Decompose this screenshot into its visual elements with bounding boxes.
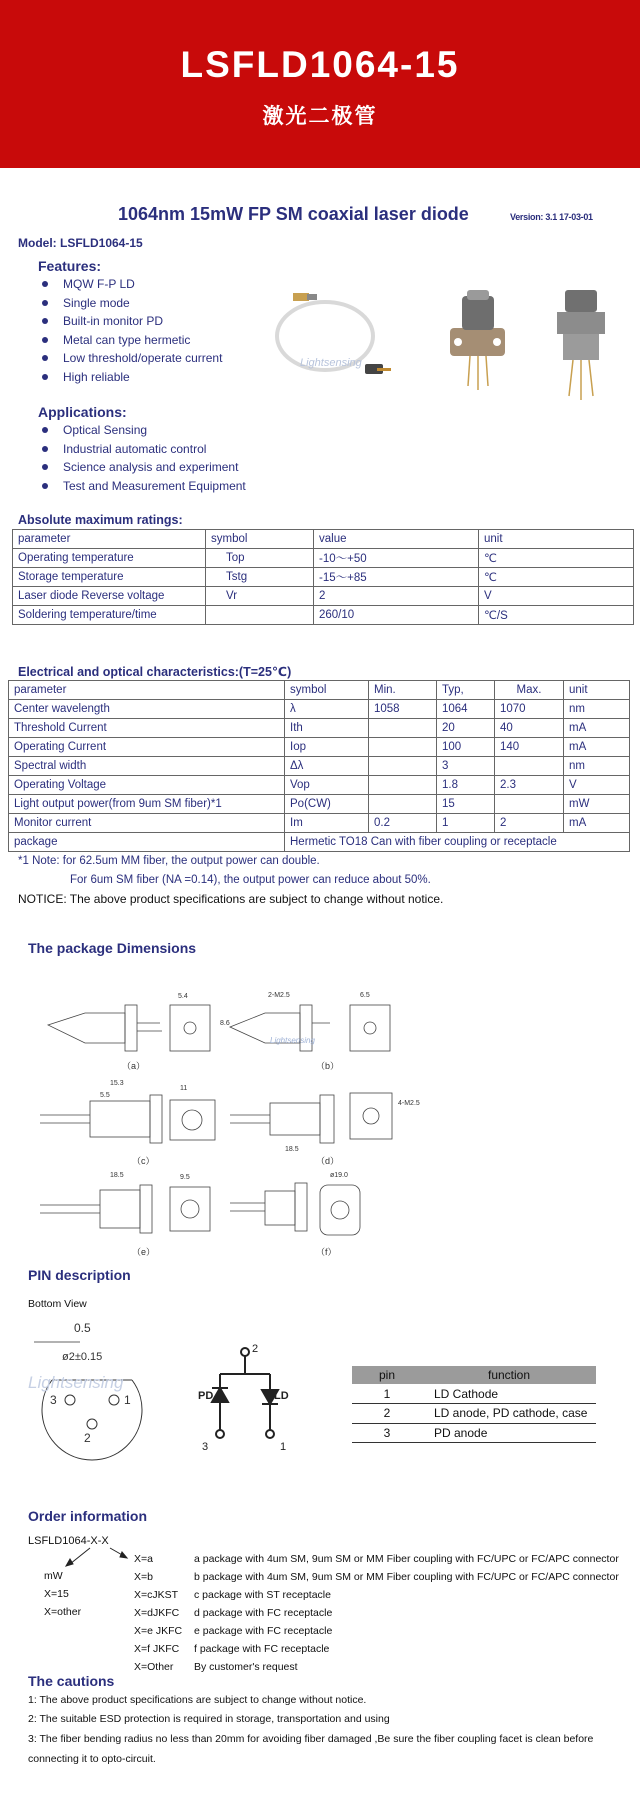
pin-heading: PIN description xyxy=(28,1267,131,1283)
drawing-f xyxy=(230,1172,360,1257)
order-heading: Order information xyxy=(28,1508,148,1524)
svg-text:15.3: 15.3 xyxy=(110,1080,124,1087)
table-row xyxy=(9,700,630,719)
table-cell: -15～+85 xyxy=(314,568,479,587)
document-title: 1064nm 15mW FP SM coaxial laser diode xyxy=(118,204,469,224)
table-cell: V xyxy=(564,776,630,795)
svg-text:0.5: 0.5 xyxy=(74,1321,91,1335)
footnote: *1 Note: for 62.5um MM fiber, the output power can double. xyxy=(18,855,320,867)
footnote: For 6um SM fiber (NA =0.14), the output power can reduce about 50%. xyxy=(70,874,431,886)
drawing-a xyxy=(48,993,230,1071)
table-cell: LD Cathode xyxy=(422,1384,596,1404)
table-cell: 2 xyxy=(495,814,564,833)
table-cell: Operating Current xyxy=(9,738,285,757)
table-row xyxy=(9,757,630,776)
caution-item: 3: The fiber bending radius no less than 20mm for avoiding fiber damaged ,Be sure the fiber coupling facet is clean before xyxy=(28,1733,594,1745)
table-cell: Storage temperature xyxy=(13,568,206,587)
column-header: parameter xyxy=(13,530,206,549)
svg-text:（b）: （b） xyxy=(316,1061,340,1071)
watermark: Lightsensing xyxy=(300,357,362,369)
table-cell: 1064 xyxy=(437,700,495,719)
table-cell: Light output power(from 9um SM fiber)*1 xyxy=(9,795,285,814)
table-cell xyxy=(369,776,437,795)
abs-ratings-table xyxy=(12,529,634,625)
table-cell: 40 xyxy=(495,719,564,738)
svg-text:2: 2 xyxy=(252,1343,259,1355)
drawing-d xyxy=(230,1093,420,1166)
table-cell: Ith xyxy=(285,719,369,738)
table-row xyxy=(13,587,634,606)
caution-item: 1: The above product specifications are subject to change without notice. xyxy=(28,1694,367,1706)
table-row xyxy=(13,549,634,568)
order-option-row: X=e JKFC e package with FC receptacle xyxy=(134,1625,333,1637)
package-dimension-drawings xyxy=(30,965,450,1265)
eo-chars-table xyxy=(8,680,630,852)
svg-text:18.5: 18.5 xyxy=(285,1146,299,1153)
pigtail-laser-image xyxy=(277,293,391,374)
table-cell: 3 xyxy=(437,757,495,776)
column-header: parameter xyxy=(9,681,285,700)
title-banner xyxy=(0,0,640,168)
table-cell: nm xyxy=(564,757,630,776)
list-item: Metal can type hermetic xyxy=(38,331,222,350)
model-label: Model: LSFLD1064-15 xyxy=(18,236,143,250)
list-item: High reliable xyxy=(38,368,222,387)
svg-text:Lightsensing: Lightsensing xyxy=(28,1373,124,1392)
order-arrows xyxy=(60,1546,130,1570)
table-cell: 260/10 xyxy=(314,606,479,625)
table-cell: Operating temperature xyxy=(13,549,206,568)
eo-chars-heading: Electrical and optical characteristics:(T=25℃) xyxy=(18,665,292,679)
column-header: Min. xyxy=(369,681,437,700)
table-cell: 1 xyxy=(437,814,495,833)
table-row xyxy=(13,606,634,625)
table-cell: 2 xyxy=(352,1404,422,1424)
order-left-option: X=15 xyxy=(44,1588,69,1600)
order-option-row: X=b b package with 4um SM, 9um SM or MM Fiber coupling with FC/UPC or FC/APC connector xyxy=(134,1571,619,1583)
table-cell: LD anode, PD cathode, case xyxy=(422,1404,596,1424)
table-header-row xyxy=(9,681,630,700)
caution-item: connecting it to opto-circuit. xyxy=(28,1753,156,1765)
table-header-row xyxy=(352,1366,596,1384)
svg-text:1: 1 xyxy=(280,1441,287,1453)
table-row xyxy=(9,738,630,757)
table-cell: Top xyxy=(206,549,314,568)
svg-text:9.5: 9.5 xyxy=(180,1174,190,1181)
svg-text:1: 1 xyxy=(124,1393,131,1407)
table-cell: package xyxy=(9,833,285,852)
table-cell: 20 xyxy=(437,719,495,738)
table-cell: Threshold Current xyxy=(9,719,285,738)
column-header: function xyxy=(422,1366,596,1384)
order-left-option: X=other xyxy=(44,1606,82,1618)
list-item: Built-in monitor PD xyxy=(38,312,222,331)
table-cell: 1070 xyxy=(495,700,564,719)
table-cell xyxy=(495,795,564,814)
pin-bottom-view-drawing xyxy=(20,1318,170,1468)
pin-table xyxy=(352,1366,596,1443)
order-option-row: X=a a package with 4um SM, 9um SM or MM Fiber coupling with FC/UPC or FC/APC connector xyxy=(134,1553,619,1565)
table-cell xyxy=(369,757,437,776)
list-item: Industrial automatic control xyxy=(38,440,246,459)
table-row xyxy=(9,814,630,833)
svg-text:8.6: 8.6 xyxy=(220,1020,230,1027)
dimensions-heading: The package Dimensions xyxy=(28,940,197,956)
column-header: unit xyxy=(479,530,634,549)
svg-text:2: 2 xyxy=(84,1431,91,1445)
table-cell: Iop xyxy=(285,738,369,757)
svg-text:3: 3 xyxy=(202,1441,209,1453)
table-cell: mA xyxy=(564,814,630,833)
table-cell: Po(CW) xyxy=(285,795,369,814)
order-left-option: mW xyxy=(44,1570,63,1582)
list-item: Science analysis and experiment xyxy=(38,458,246,477)
order-option-row: X=cJKST c package with ST receptacle xyxy=(134,1589,331,1601)
table-cell: Δλ xyxy=(285,757,369,776)
list-item: Test and Measurement Equipment xyxy=(38,477,246,496)
column-header: symbol xyxy=(285,681,369,700)
applications-list xyxy=(38,421,246,495)
order-option-row: X=dJKFC d package with FC receptacle xyxy=(134,1607,333,1619)
table-cell: ℃ xyxy=(479,568,634,587)
table-cell: V xyxy=(479,587,634,606)
table-cell: 3 xyxy=(352,1423,422,1443)
product-title: LSFLD1064-15 xyxy=(180,44,460,85)
flange-laser-image xyxy=(450,290,505,390)
table-cell xyxy=(206,606,314,625)
table-cell xyxy=(369,795,437,814)
table-cell: Hermetic TO18 Can with fiber coupling or receptacle xyxy=(285,833,630,852)
table-cell: 100 xyxy=(437,738,495,757)
table-row xyxy=(9,833,630,852)
svg-text:（c）: （c） xyxy=(132,1156,155,1166)
order-option-row: X=Other By customer's request xyxy=(134,1661,298,1673)
table-cell: λ xyxy=(285,700,369,719)
svg-text:Lightsensing: Lightsensing xyxy=(270,1036,315,1045)
features-list xyxy=(38,275,222,386)
features-heading: Features: xyxy=(38,258,102,274)
drawing-b xyxy=(230,992,390,1071)
svg-text:6.5: 6.5 xyxy=(360,992,370,999)
table-cell xyxy=(369,719,437,738)
table-row xyxy=(352,1423,596,1443)
table-cell xyxy=(495,757,564,776)
table-cell: nm xyxy=(564,700,630,719)
table-cell: Im xyxy=(285,814,369,833)
table-cell: 2 xyxy=(314,587,479,606)
list-item: Low threshold/operate current xyxy=(38,349,222,368)
table-cell: Laser diode Reverse voltage xyxy=(13,587,206,606)
column-header: value xyxy=(314,530,479,549)
table-cell: Vr xyxy=(206,587,314,606)
table-cell: ℃ xyxy=(479,549,634,568)
bottom-view-label: Bottom View xyxy=(28,1298,87,1310)
svg-text:PD: PD xyxy=(198,1390,214,1402)
table-row xyxy=(9,719,630,738)
list-item: MQW F-P LD xyxy=(38,275,222,294)
column-header: unit xyxy=(564,681,630,700)
table-cell: PD anode xyxy=(422,1423,596,1443)
table-cell: ℃/S xyxy=(479,606,634,625)
applications-heading: Applications: xyxy=(38,404,127,420)
notice: NOTICE: The above product specifications are subject to change without notice. xyxy=(18,892,444,906)
table-cell: Center wavelength xyxy=(9,700,285,719)
table-cell xyxy=(369,738,437,757)
svg-text:ø19.0: ø19.0 xyxy=(330,1172,348,1179)
svg-text:（f）: （f） xyxy=(316,1247,337,1257)
table-cell: 1058 xyxy=(369,700,437,719)
table-cell: 140 xyxy=(495,738,564,757)
svg-text:（a）: （a） xyxy=(122,1061,146,1071)
pin-schematic xyxy=(190,1340,300,1460)
drawing-c xyxy=(40,1080,215,1166)
order-option-row: X=f JKFC f package with FC receptacle xyxy=(134,1643,330,1655)
table-cell: mA xyxy=(564,738,630,757)
receptacle-laser-image xyxy=(557,290,605,400)
svg-text:5.5: 5.5 xyxy=(100,1092,110,1099)
table-cell: 1 xyxy=(352,1384,422,1404)
svg-text:3: 3 xyxy=(50,1393,57,1407)
svg-text:（d）: （d） xyxy=(316,1156,340,1166)
svg-text:（e）: （e） xyxy=(132,1247,156,1257)
svg-text:5.4: 5.4 xyxy=(178,993,188,1000)
table-cell: Soldering temperature/time xyxy=(13,606,206,625)
table-cell: 0.2 xyxy=(369,814,437,833)
abs-ratings-heading: Absolute maximum ratings: xyxy=(18,513,183,527)
svg-text:LD: LD xyxy=(274,1390,289,1402)
svg-text:ø2±0.15: ø2±0.15 xyxy=(62,1351,103,1363)
table-row xyxy=(352,1404,596,1424)
table-row xyxy=(9,795,630,814)
list-item: Optical Sensing xyxy=(38,421,246,440)
cautions-heading: The cautions xyxy=(28,1673,115,1689)
table-cell: -10～+50 xyxy=(314,549,479,568)
column-header: Typ, xyxy=(437,681,495,700)
table-row xyxy=(352,1384,596,1404)
table-cell: 1.8 xyxy=(437,776,495,795)
list-item: Single mode xyxy=(38,294,222,313)
column-header: Max. xyxy=(495,681,564,700)
product-subtitle: 激光二极管 xyxy=(262,104,378,128)
table-cell: Vop xyxy=(285,776,369,795)
table-cell: Operating Voltage xyxy=(9,776,285,795)
table-header-row xyxy=(13,530,634,549)
product-photos xyxy=(275,286,635,406)
table-cell: mW xyxy=(564,795,630,814)
column-header: symbol xyxy=(206,530,314,549)
svg-text:4-M2.5: 4-M2.5 xyxy=(398,1100,420,1107)
svg-text:18.5: 18.5 xyxy=(110,1172,124,1179)
version-label: Version: 3.1 17-03-01 xyxy=(510,212,593,222)
table-cell: Monitor current xyxy=(9,814,285,833)
order-code: LSFLD1064-X-X xyxy=(28,1535,109,1547)
table-cell: 2.3 xyxy=(495,776,564,795)
table-row xyxy=(13,568,634,587)
table-cell: Tstg xyxy=(206,568,314,587)
svg-text:11: 11 xyxy=(180,1085,188,1092)
caution-item: 2: The suitable ESD protection is required in storage, transportation and using xyxy=(28,1713,390,1725)
table-row xyxy=(9,776,630,795)
column-header: pin xyxy=(352,1366,422,1384)
table-cell: 15 xyxy=(437,795,495,814)
table-cell: mA xyxy=(564,719,630,738)
table-cell: Spectral width xyxy=(9,757,285,776)
svg-text:2-M2.5: 2-M2.5 xyxy=(268,992,290,999)
drawing-e xyxy=(40,1172,210,1257)
